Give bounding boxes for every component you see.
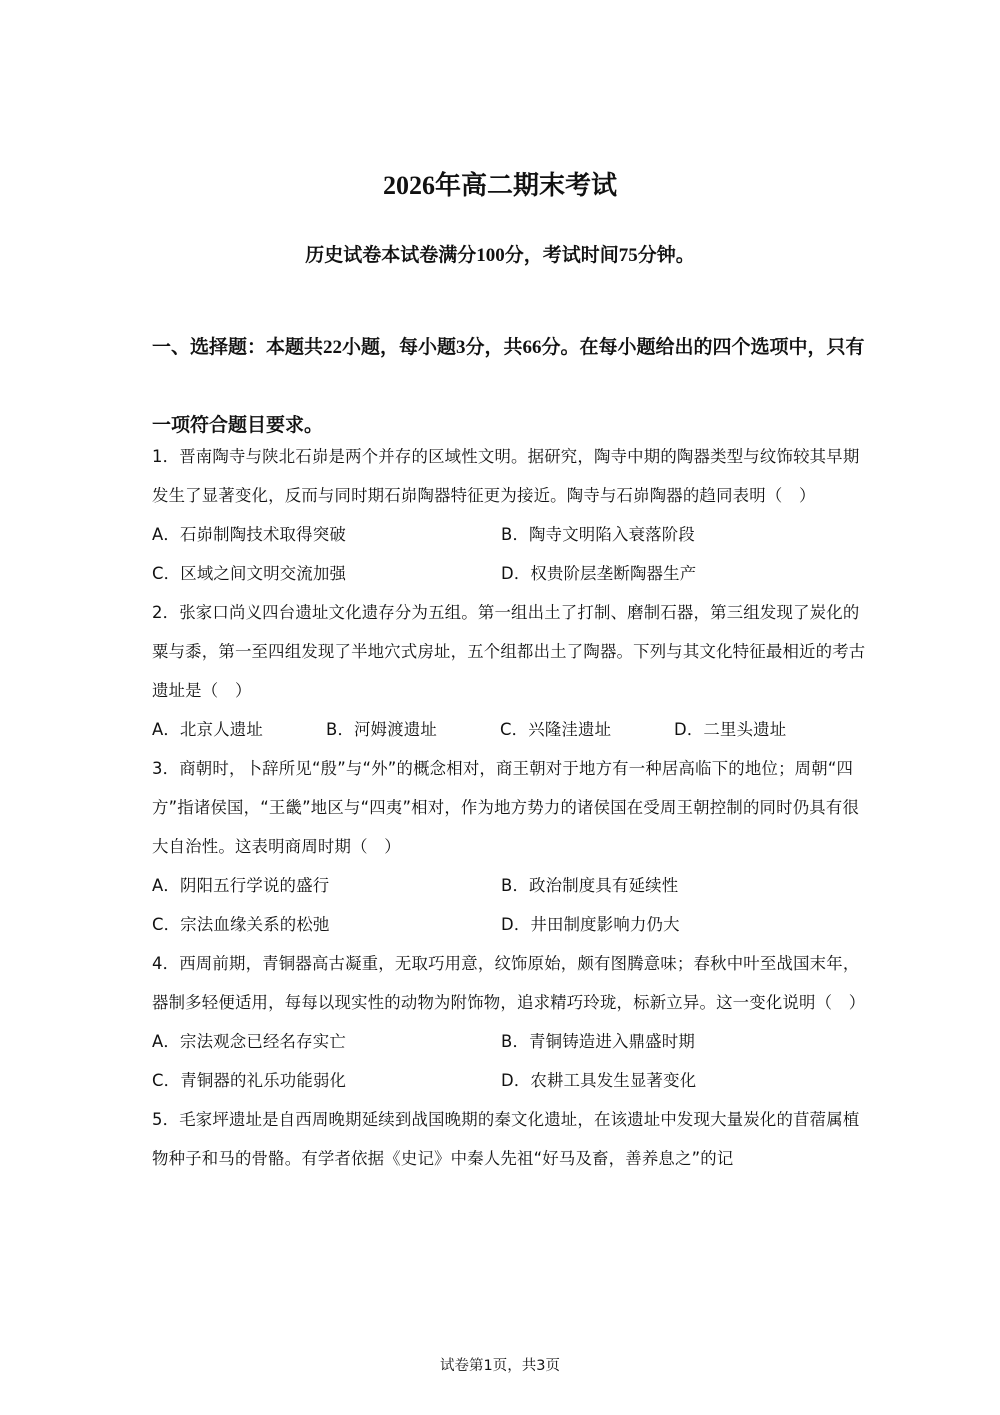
option-a: A．北京人遗址 [152, 720, 263, 739]
option-d: D．二里头遗址 [674, 720, 787, 739]
option-d: D．农耕工具发生显著变化 [501, 1071, 697, 1090]
question-stem: 1．晋南陶寺与陕北石峁是两个并存的区域性文明。据研究，陶寺中期的陶器类型与纹饰较其早期发生了显著变化，反而与同时期石峁陶器特征更为接近。陶寺与石峁陶器的趋同表明（ ） [152, 447, 860, 505]
question-stem: 4．西周前期，青铜器高古凝重，无取巧用意，纹饰原始，颇有图腾意味；春秋中叶至战国末年，器制多轻便适用，每每以现实性的动物为附饰物，追求精巧玲珑，标新立异。这一变化说明（ ） [152, 954, 866, 1012]
question-4 [152, 944, 866, 1100]
option-row [152, 1061, 866, 1100]
question-list [152, 437, 866, 1178]
option-row [152, 710, 866, 749]
option-row [152, 515, 866, 554]
option-d: D．权贵阶层垄断陶器生产 [501, 564, 697, 583]
question-stem: 5．毛家坪遗址是自西周晚期延续到战国晚期的秦文化遗址，在该遗址中发现大量炭化的苜蓿属植物种子和马的骨骼。有学者依据《史记》中秦人先祖“好马及畜，善养息之”的记 [152, 1110, 860, 1168]
option-a: A．阴阳五行学说的盛行 [152, 876, 330, 895]
option-b: B．政治制度具有延续性 [501, 876, 679, 895]
option-c: C．青铜器的礼乐功能弱化 [152, 1071, 347, 1090]
page-footer: 试卷第1页，共3页 [440, 1358, 560, 1374]
question-2 [152, 593, 866, 749]
option-d: D．井田制度影响力仍大 [501, 915, 680, 934]
option-row [152, 905, 866, 944]
option-b: B．青铜铸造进入鼎盛时期 [501, 1032, 695, 1051]
option-c: C．宗法血缘关系的松弛 [152, 915, 330, 934]
question-stem: 2．张家口尚义四台遗址文化遗存分为五组。第一组出土了打制、磨制石器，第三组发现了炭化的粟与黍，第一至四组发现了半地穴式房址，五个组都出土了陶器。下列与其文化特征最相近的考古遗址是（ ） [152, 603, 866, 700]
option-c: C．兴隆洼遗址 [500, 720, 612, 739]
option-a: A．宗法观念已经名存实亡 [152, 1032, 346, 1051]
exam-subtitle: 历史试卷本试卷满分100分，考试时间75分钟。 [305, 245, 695, 266]
option-b: B．河姆渡遗址 [326, 720, 437, 739]
question-1 [152, 437, 866, 593]
question-5 [152, 1100, 866, 1178]
exam-title: 2026年高二期末考试 [382, 171, 617, 200]
option-row [152, 866, 866, 905]
section-heading: 一、选择题：本题共22小题，每小题3分，共66分。在每小题给出的四个选项中，只有一项符合题目要求。 [152, 337, 865, 436]
option-b: B．陶寺文明陷入衰落阶段 [501, 525, 695, 544]
option-c: C．区域之间文明交流加强 [152, 564, 347, 583]
option-row [152, 554, 866, 593]
question-3 [152, 749, 866, 944]
question-stem: 3．商朝时，卜辞所见“殷”与“外”的概念相对，商王朝对于地方有一种居高临下的地位；周朝“四方”指诸侯国，“王畿”地区与“四夷”相对，作为地方势力的诸侯国在受周王朝控制的同时仍具有很大自治性。这表明商周时期（ ） [152, 759, 860, 856]
option-row [152, 1022, 866, 1061]
option-a: A．石峁制陶技术取得突破 [152, 525, 346, 544]
